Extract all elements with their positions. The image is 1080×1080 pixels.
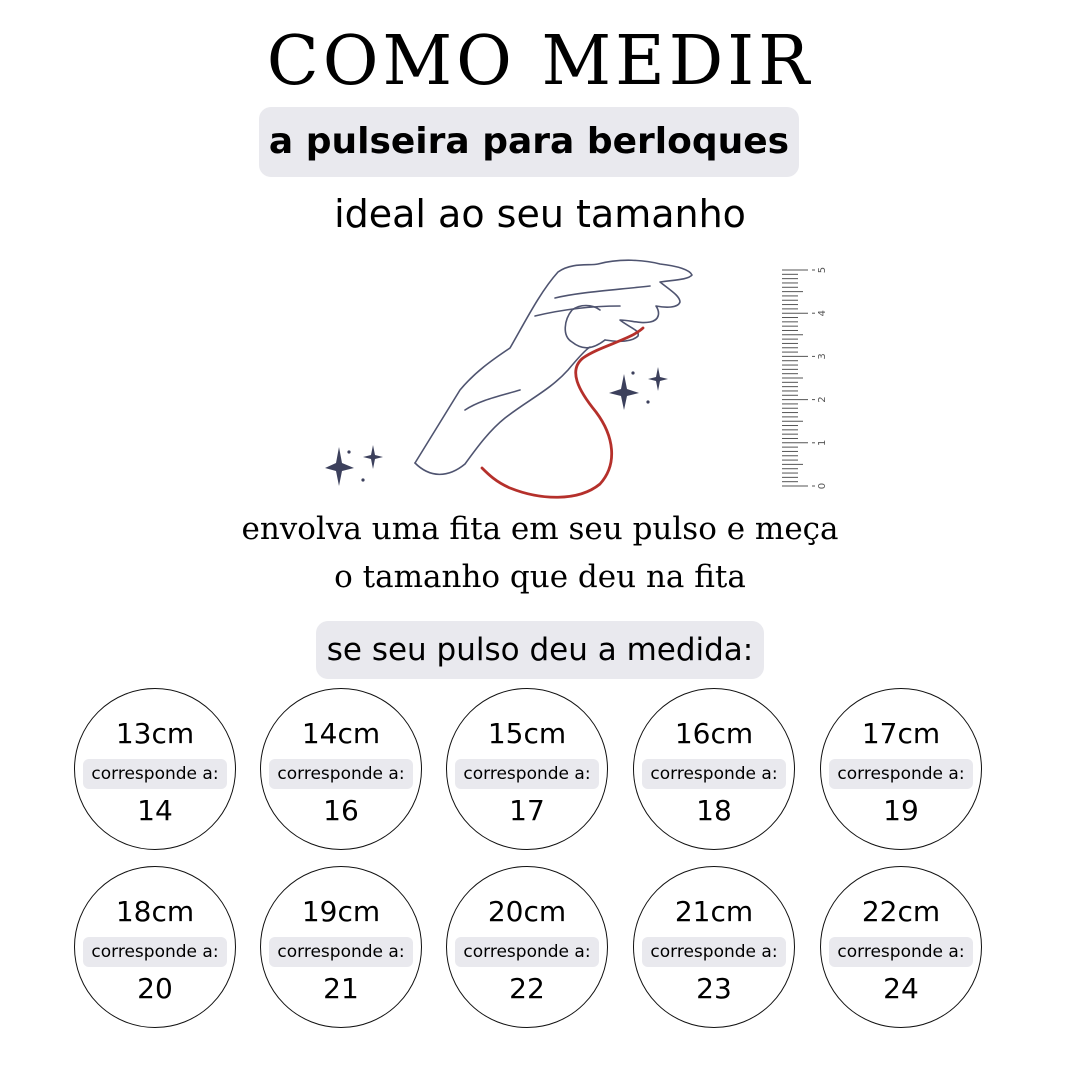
corresponds-label: corresponde a: bbox=[829, 759, 973, 789]
size-circle bbox=[74, 688, 236, 850]
size-circle bbox=[446, 688, 608, 850]
ruler-label: 1 bbox=[817, 439, 828, 446]
corresponds-label: corresponde a: bbox=[642, 937, 786, 967]
corresponds-label: corresponde a: bbox=[269, 759, 413, 789]
size-circle bbox=[260, 866, 422, 1028]
ruler-icon bbox=[782, 267, 828, 489]
corresponds-label: corresponde a: bbox=[642, 759, 786, 789]
page-title: COMO MEDIR bbox=[266, 22, 814, 101]
size-circle bbox=[820, 866, 982, 1028]
wrist-measure: 14cm bbox=[301, 717, 381, 750]
ruler-label: 4 bbox=[817, 310, 828, 317]
bracelet-size: 23 bbox=[696, 972, 732, 1005]
size-circle bbox=[633, 866, 795, 1028]
wrist-measure: 17cm bbox=[861, 717, 941, 750]
size-circle bbox=[260, 688, 422, 850]
size-circle bbox=[820, 688, 982, 850]
size-circle bbox=[74, 866, 236, 1028]
corresponds-label: corresponde a: bbox=[829, 937, 973, 967]
ruler-label: 2 bbox=[817, 396, 828, 403]
hand-icon bbox=[415, 260, 692, 474]
ribbon-icon bbox=[482, 328, 643, 497]
corresponds-label: corresponde a: bbox=[269, 937, 413, 967]
wrist-measure: 22cm bbox=[861, 895, 941, 928]
corresponds-label: corresponde a: bbox=[455, 759, 599, 789]
instruction-line-2: o tamanho que deu na fita bbox=[334, 559, 746, 595]
instruction-line-1: envolva uma fita em seu pulso e meça bbox=[241, 511, 839, 547]
illustration bbox=[300, 250, 860, 510]
wrist-measure: 21cm bbox=[674, 895, 754, 928]
measure-prompt: se seu pulso deu a medida: bbox=[316, 621, 764, 679]
bracelet-size: 14 bbox=[137, 794, 173, 827]
bracelet-size: 17 bbox=[509, 794, 545, 827]
bracelet-size: 19 bbox=[883, 794, 919, 827]
subtitle-badge: a pulseira para berloques bbox=[259, 107, 799, 177]
bracelet-size: 16 bbox=[323, 794, 359, 827]
corresponds-label: corresponde a: bbox=[455, 937, 599, 967]
wrist-measure: 19cm bbox=[301, 895, 381, 928]
wrist-measure: 16cm bbox=[674, 717, 754, 750]
bracelet-size: 22 bbox=[509, 972, 545, 1005]
bracelet-size: 20 bbox=[137, 972, 173, 1005]
corresponds-label: corresponde a: bbox=[83, 759, 227, 789]
ruler-label: 0 bbox=[817, 482, 828, 490]
bracelet-size: 18 bbox=[696, 794, 732, 827]
bracelet-size: 21 bbox=[323, 972, 359, 1005]
ruler-label: 3 bbox=[817, 353, 828, 360]
bracelet-size: 24 bbox=[883, 972, 919, 1005]
corresponds-label: corresponde a: bbox=[83, 937, 227, 967]
size-circle bbox=[633, 688, 795, 850]
wrist-measure: 18cm bbox=[115, 895, 195, 928]
wrist-measure: 15cm bbox=[487, 717, 567, 750]
wrist-measure: 20cm bbox=[487, 895, 567, 928]
subtitle-secondary: ideal ao seu tamanho bbox=[334, 192, 746, 236]
wrist-measure: 13cm bbox=[115, 717, 195, 750]
ruler-label: 5 bbox=[817, 266, 828, 274]
size-circle bbox=[446, 866, 608, 1028]
